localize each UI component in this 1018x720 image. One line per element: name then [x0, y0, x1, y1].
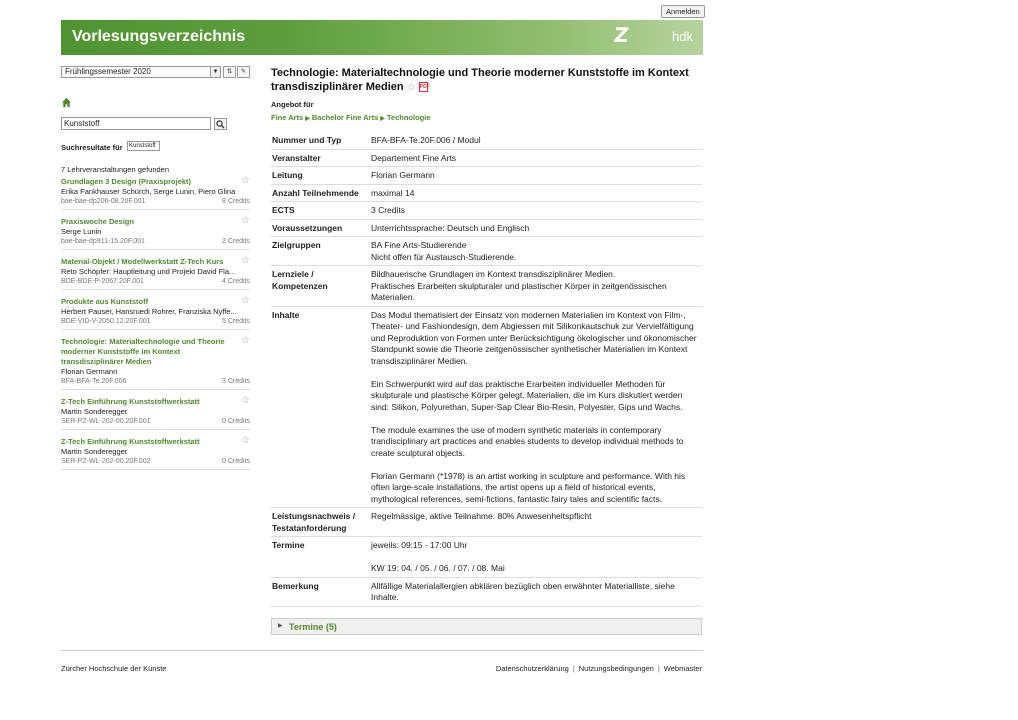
header-banner [61, 20, 703, 55]
pdf-icon[interactable]: PDF [419, 84, 430, 91]
course-code: bae-bae-dp911-15.20F.001 [61, 238, 145, 245]
search-icon [215, 119, 226, 129]
course-credits: 3 Credits [221, 378, 250, 385]
sort-button[interactable]: ⇅ [223, 66, 236, 78]
course-code: BDE-BDE-P-2067.20F.001 [61, 278, 144, 285]
detail-label: Lernziele / Kompetenzen [272, 269, 328, 291]
detail-row [271, 132, 702, 150]
course-code: SER-PZ-WL-202-00.20F.002 [61, 458, 151, 465]
chevron-right-icon: ▶ [380, 116, 385, 122]
detail-label: Termine [272, 540, 305, 550]
course-title-link[interactable]: Z-Tech Einführung Kunststoffwerkstatt [61, 437, 200, 446]
detail-value: Unterrichtssprache: Deutsch und Englisch [371, 222, 530, 233]
list-item[interactable] [61, 436, 250, 470]
star-icon[interactable]: ☆ [241, 395, 250, 406]
course-lecturers: Reto Schöpfer: Hauptleitung und Projekt David Fla... [61, 267, 236, 276]
detail-value: BA Fine Arts-Studierende Nicht offen für Austausch-Studierende. [371, 240, 517, 262]
course-lecturers: Herbert Pauser, Hansruedi Rohrer, Franziska Nyffe... [61, 307, 237, 316]
course-code: BDE-VID-V-2050.12.20F.001 [61, 318, 151, 325]
course-lecturers: Martin Sonderegger [61, 407, 128, 416]
detail-row [271, 537, 702, 578]
termine-accordion-label[interactable]: Termine (5) [289, 622, 337, 632]
footer-divider [61, 650, 703, 651]
offer-label: Angebot für [271, 100, 314, 109]
detail-value: 3 Credits [371, 205, 406, 215]
detail-row [271, 237, 702, 266]
course-credits: 0 Credits [221, 418, 250, 425]
course-list [61, 176, 250, 470]
detail-label: Leistungsnachweis / Testatanforderung [272, 511, 356, 533]
star-icon[interactable]: ☆ [241, 435, 250, 446]
home-icon[interactable] [61, 97, 72, 108]
detail-row [271, 508, 702, 537]
course-lecturers: Florian Germann [61, 367, 118, 376]
detail-row [271, 220, 702, 238]
star-icon[interactable]: ☆ [241, 295, 250, 306]
course-credits: 5 Credits [221, 318, 250, 325]
course-credits: 0 Credits [221, 458, 250, 465]
detail-label: Inhalte [272, 309, 300, 320]
detail-value: Allfällige Materialallergien abklären bezüglich oben erwähnter Materialliste, siehe Inhalte. [371, 580, 675, 602]
search-input[interactable]: Kunststoff [61, 117, 211, 130]
zhdk-logo-z: Z [612, 23, 631, 47]
footer-link-webmaster[interactable]: Webmaster [663, 664, 702, 673]
filter-button[interactable]: ✎ [237, 66, 250, 78]
course-lecturers: Martin Sonderegger [61, 447, 128, 456]
detail-label: Leitung [272, 170, 303, 180]
breadcrumb-link-bachelor[interactable]: Bachelor Fine Arts [311, 113, 379, 122]
detail-value: maximal 14 [371, 187, 415, 198]
list-item[interactable] [61, 216, 250, 250]
course-lecturers: Erika Fankhauser Schürch, Serge Lunin, Piero Glina [61, 187, 236, 196]
breadcrumb-link-technologie[interactable]: Technologie [386, 113, 431, 122]
list-item[interactable] [61, 336, 250, 390]
semester-select[interactable] [61, 66, 221, 78]
detail-value: BFA-BFA-Te.20F.006 / Modul [371, 135, 481, 145]
course-title-link[interactable]: Produkte aus Kunststoff [61, 297, 149, 306]
footer-separator: | [657, 664, 660, 673]
course-title-link[interactable]: Material-Objekt / Modellwerkstatt Z-Tech Kurs [61, 257, 224, 266]
detail-label: Bemerkung [272, 580, 319, 591]
star-icon[interactable]: ☆ [241, 215, 250, 226]
semester-value: Frühlingssemester 2020 [65, 67, 151, 76]
detail-row [271, 150, 702, 168]
breadcrumb-link-fine-arts[interactable]: Fine Arts [271, 113, 304, 122]
detail-value: Bildhauerische Grundlagen im Kontext transdisziplinärer Medien. Praktisches Erarbeiten skulpturaler und plastischer Körper in zeitgenössischen Materialien. [371, 269, 667, 302]
star-icon[interactable]: ☆ [241, 335, 250, 346]
footer-link-terms[interactable]: Nutzungsbedingungen [578, 664, 654, 673]
zhdk-logo-hdk: hdk [672, 29, 693, 44]
star-icon[interactable]: ☆ [241, 175, 250, 186]
page-title-text: Technologie: Materialtechnologie und Theorie moderner Kunststoffe im Kontext transdisziplinärer Medien [271, 67, 689, 93]
detail-row [271, 266, 702, 307]
detail-label: ECTS [272, 205, 295, 215]
detail-value: Florian Germann [371, 170, 435, 180]
course-title-link[interactable]: Z-Tech Einführung Kunststoffwerkstatt [61, 397, 200, 406]
detail-value: Das Modul thematisiert der Einsatz von modernen Materialien im Kontext von Film-, Theater- und Fashiondesign, dem Abgiessen mit Silikonkautschuk zur Vervielfältigung und Reproduktion von Formen unter Berücksichtigung ökologischer und ökonomischer Standpunkt sowie die Theorie zeitgenössischer synthetischer Materialien im Kontext transdisziplinärer Medien. Ein Schwerpunkt wird auf das praktische Erarbeiten individueller Methoden für skulpturale und plastische Körper gelegt. Materialien, die im Kurs diskutiert werden sind: Silikon, Polyurethan, Super-Sap Clear Bio-Resin, Polyester, Gips und Wachs. The module examines the use of modern synthetic materials in contemporary trandisciplinary art practices and enables students to develop individual methods to create sculptural objects. Florian Germann (*1978) is an artist working in sculpture and performance. With his often large-scale installations, the artist opens up a field of historical events, mythological references, semi-fictions, fantastic fairy tales and scientific facts. [371, 309, 697, 504]
course-credits: 8 Credits [221, 198, 250, 205]
detail-value: Departement Fine Arts [371, 152, 457, 163]
list-item[interactable] [61, 396, 250, 430]
course-code: BFA-BFA-Te.20F.006 [61, 378, 127, 385]
results-query-field[interactable]: Kunststoff [127, 141, 160, 151]
footer-links [496, 664, 702, 673]
course-credits: 4 Credits [221, 278, 250, 285]
detail-row [271, 578, 702, 607]
page-title [271, 66, 701, 95]
breadcrumb [271, 113, 431, 122]
course-code: bae-bae-dp206-08.20F.001 [61, 198, 146, 205]
course-credits: 2 Credits [221, 238, 250, 245]
chevron-down-icon[interactable]: ▼ [210, 67, 220, 77]
search-button[interactable] [214, 118, 227, 130]
footer-separator: | [572, 664, 575, 673]
list-item[interactable] [61, 256, 250, 290]
list-item[interactable] [61, 176, 250, 210]
detail-row [271, 202, 702, 220]
detail-row [271, 185, 702, 203]
chevron-right-icon: ▶ [305, 116, 310, 122]
detail-value: jeweils: 09:15 - 17:00 Uhr KW 19: 04. / 05. / 06. / 07. / 08. Mai [371, 540, 505, 573]
footer-institution: Zürcher Hochschule der Künste [61, 664, 167, 673]
detail-label: Veranstalter [272, 152, 321, 163]
course-detail-table [271, 132, 702, 607]
banner-title: Vorlesungsverzeichnis [72, 28, 246, 45]
course-title-link[interactable]: Technologie: Materialtechnologie und Theorie moderner Kunststoffe im Kontext transdisziplinärer Medien [61, 337, 225, 366]
detail-label: Zielgruppen [272, 240, 321, 250]
detail-row [271, 307, 702, 509]
course-title-link[interactable]: Praxiswoche Design [61, 217, 134, 226]
triangle-right-icon: ▶ [278, 623, 283, 629]
course-code: SER-PZ-WL-202-00.20F.001 [61, 418, 151, 425]
login-button[interactable]: Anmelden [661, 5, 705, 18]
results-count: 7 Lehrveranstaltungen gefunden [61, 165, 170, 174]
termine-accordion[interactable] [271, 618, 702, 635]
detail-value: Regelmässige, aktive Teilnahme. 80% Anwesenheitspflicht [371, 511, 592, 521]
course-title-link[interactable]: Grundlagen 3 Design (Praxisprojekt) [61, 177, 192, 186]
detail-label: Voraussetzungen [272, 222, 343, 233]
results-label: Suchresultate für [61, 143, 123, 152]
star-icon[interactable]: ☆ [406, 82, 416, 93]
detail-row [271, 167, 702, 185]
course-lecturers: Serge Lunin [61, 227, 102, 236]
detail-label: Nummer und Typ [272, 135, 342, 145]
list-item[interactable] [61, 296, 250, 330]
star-icon[interactable]: ☆ [241, 255, 250, 266]
detail-label: Anzahl Teilnehmende [272, 187, 359, 198]
footer-link-privacy[interactable]: Datenschutzerklärung [495, 664, 569, 673]
